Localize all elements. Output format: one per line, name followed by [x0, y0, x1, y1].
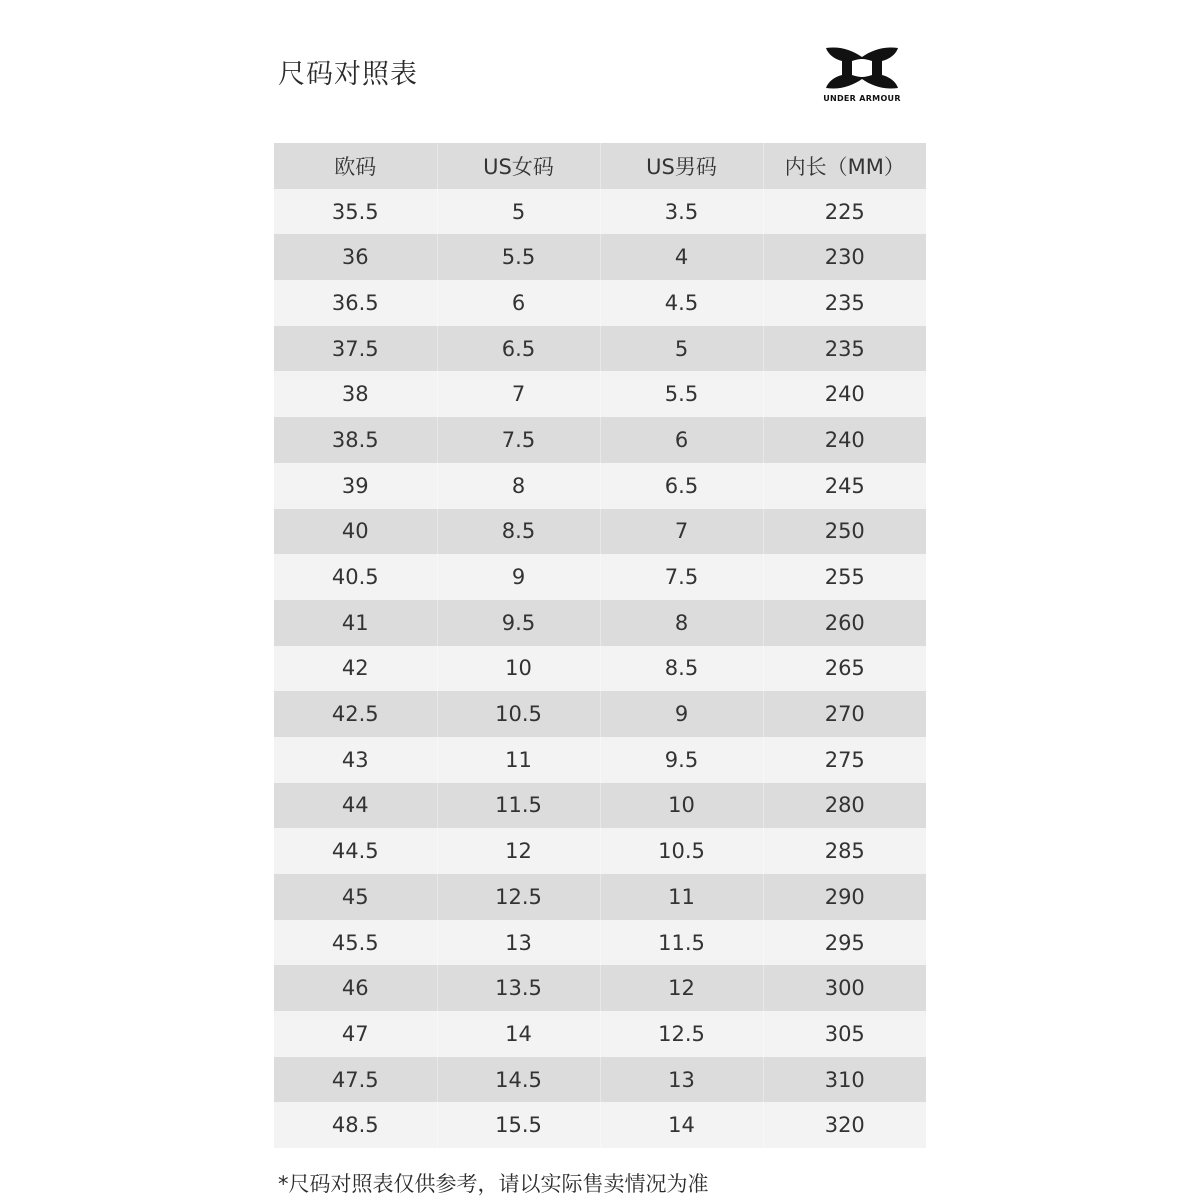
inner-length-cell: 280 [763, 783, 926, 829]
inner-length-cell: 320 [763, 1102, 926, 1148]
inner-length-cell: 300 [763, 965, 926, 1011]
us-men-size-cell: 10 [600, 783, 763, 829]
us-men-size-cell: 11 [600, 874, 763, 920]
table-row [274, 509, 926, 555]
us-women-size-cell: 7 [437, 371, 600, 417]
inner-length-cell: 275 [763, 737, 926, 783]
table-row [274, 691, 926, 737]
table-row [274, 600, 926, 646]
eu-size-cell: 45.5 [331, 930, 379, 955]
inner-length-cell: 245 [763, 463, 926, 509]
us-men-size-cell: 8 [600, 600, 763, 646]
us-women-size-cell: 5.5 [437, 234, 600, 280]
table-row [274, 1011, 926, 1057]
inner-length-cell: 235 [763, 326, 926, 372]
us-men-size-cell: 13 [600, 1057, 763, 1103]
us-men-size-cell: 4 [600, 234, 763, 280]
us-men-size-cell: 11.5 [600, 920, 763, 966]
us-men-size-cell: 8.5 [600, 646, 763, 692]
eu-size-cell: 35.5 [331, 199, 379, 224]
us-women-size-cell: 12.5 [437, 874, 600, 920]
us-men-size-cell: 9 [600, 691, 763, 737]
eu-size-cell: 36.5 [331, 290, 379, 315]
us-women-size-cell: 14 [437, 1011, 600, 1057]
table-body [274, 189, 926, 1148]
us-men-size-cell: 14 [600, 1102, 763, 1148]
us-women-size-cell: 10.5 [437, 691, 600, 737]
table-header-row [274, 143, 926, 189]
table-row [274, 965, 926, 1011]
inner-length-cell: 310 [763, 1057, 926, 1103]
us-women-size-cell: 6.5 [437, 326, 600, 372]
eu-size-cell: 47.5 [331, 1067, 379, 1092]
us-women-size-cell: 13.5 [437, 965, 600, 1011]
eu-size-cell: 40.5 [331, 565, 379, 590]
eu-size-cell: 39 [341, 473, 369, 498]
us-men-size-cell: 6 [600, 417, 763, 463]
eu-size-cell: 44.5 [331, 839, 379, 864]
under-armour-logo-icon [824, 46, 900, 90]
header-us-women-size: US女码 [437, 143, 600, 189]
eu-size-cell: 40 [341, 519, 369, 544]
us-women-size-cell: 14.5 [437, 1057, 600, 1103]
us-women-size-cell: 9.5 [437, 600, 600, 646]
table-row [274, 737, 926, 783]
inner-length-cell: 250 [763, 509, 926, 555]
inner-length-cell: 305 [763, 1011, 926, 1057]
table-row [274, 1057, 926, 1103]
table-row [274, 783, 926, 829]
inner-length-cell: 285 [763, 828, 926, 874]
inner-length-cell: 240 [763, 417, 926, 463]
table-row [274, 326, 926, 372]
eu-size-cell: 41 [341, 610, 369, 635]
table-row [274, 646, 926, 692]
inner-length-cell: 270 [763, 691, 926, 737]
table-row [274, 280, 926, 326]
header-eu-size: 欧码 [334, 154, 377, 179]
header-us-men-size: US男码 [600, 143, 763, 189]
table-row [274, 234, 926, 280]
table-row [274, 920, 926, 966]
inner-length-cell: 290 [763, 874, 926, 920]
eu-size-cell: 42.5 [331, 702, 379, 727]
eu-size-cell: 42 [341, 656, 369, 681]
us-men-size-cell: 12.5 [600, 1011, 763, 1057]
table-row [274, 189, 926, 235]
us-women-size-cell: 6 [437, 280, 600, 326]
us-women-size-cell: 5 [437, 189, 600, 235]
inner-length-cell: 265 [763, 646, 926, 692]
us-women-size-cell: 11.5 [437, 783, 600, 829]
eu-size-cell: 36 [341, 245, 369, 270]
table-row [274, 417, 926, 463]
inner-length-cell: 295 [763, 920, 926, 966]
logo-wordmark: UNDER ARMOUR [823, 94, 901, 103]
us-men-size-cell: 5.5 [600, 371, 763, 417]
us-men-size-cell: 3.5 [600, 189, 763, 235]
us-men-size-cell: 4.5 [600, 280, 763, 326]
eu-size-cell: 46 [341, 976, 369, 1001]
table-row [274, 554, 926, 600]
inner-length-cell: 240 [763, 371, 926, 417]
us-women-size-cell: 9 [437, 554, 600, 600]
us-men-size-cell: 9.5 [600, 737, 763, 783]
us-women-size-cell: 8 [437, 463, 600, 509]
inner-length-cell: 255 [763, 554, 926, 600]
page-title: 尺码对照表 [278, 59, 418, 90]
us-women-size-cell: 8.5 [437, 509, 600, 555]
us-men-size-cell: 7.5 [600, 554, 763, 600]
size-chart-table [274, 143, 926, 1148]
inner-length-cell: 230 [763, 234, 926, 280]
brand-logo [812, 46, 912, 108]
table-row [274, 371, 926, 417]
us-men-size-cell: 12 [600, 965, 763, 1011]
footnote: *尺码对照表仅供参考，请以实际售卖情况为准 [278, 1172, 709, 1196]
header-inner-length: 内长（MM） [763, 143, 926, 189]
inner-length-cell: 225 [763, 189, 926, 235]
us-men-size-cell: 6.5 [600, 463, 763, 509]
eu-size-cell: 43 [341, 747, 369, 772]
us-women-size-cell: 10 [437, 646, 600, 692]
eu-size-cell: 37.5 [331, 336, 379, 361]
us-men-size-cell: 7 [600, 509, 763, 555]
eu-size-cell: 38.5 [331, 427, 379, 452]
eu-size-cell: 38 [341, 382, 369, 407]
us-women-size-cell: 15.5 [437, 1102, 600, 1148]
eu-size-cell: 44 [341, 793, 369, 818]
us-women-size-cell: 12 [437, 828, 600, 874]
eu-size-cell: 48.5 [331, 1113, 379, 1138]
table-row [274, 463, 926, 509]
us-women-size-cell: 7.5 [437, 417, 600, 463]
eu-size-cell: 45 [341, 884, 369, 909]
us-women-size-cell: 13 [437, 920, 600, 966]
table-row [274, 874, 926, 920]
inner-length-cell: 235 [763, 280, 926, 326]
us-men-size-cell: 10.5 [600, 828, 763, 874]
table-row [274, 1102, 926, 1148]
table-row [274, 828, 926, 874]
eu-size-cell: 47 [341, 1021, 369, 1046]
inner-length-cell: 260 [763, 600, 926, 646]
us-men-size-cell: 5 [600, 326, 763, 372]
us-women-size-cell: 11 [437, 737, 600, 783]
